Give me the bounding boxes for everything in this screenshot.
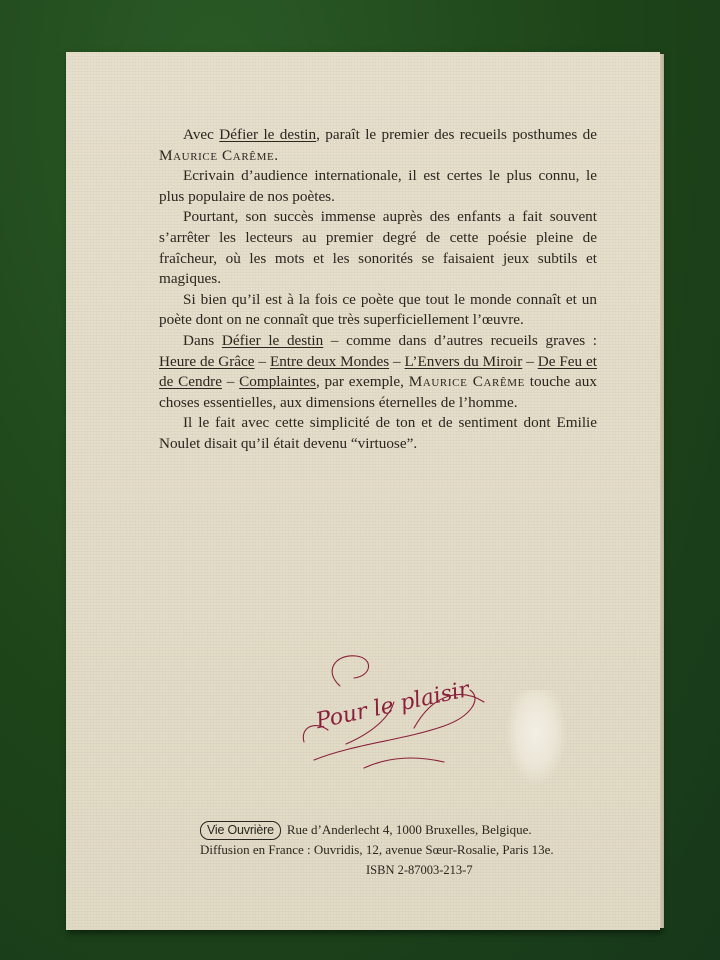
book-title-ref: Entre deux Mondes xyxy=(269,352,390,370)
text-run: – xyxy=(254,352,270,370)
text-run: Il le fait avec cette simplicité de ton et de sentiment dont Emilie Noulet disait qu’il était devenu “virtuose”. xyxy=(159,414,597,452)
text-run: touche aux choses essentielles, aux dimensions éternelles de l’homme. xyxy=(159,373,597,411)
publisher-address: Rue d’Anderlecht 4, 1000 Bruxelles, Belgique. xyxy=(286,822,532,837)
text-run: Avec xyxy=(183,126,220,143)
isbn: ISBN 2-87003-213-7 xyxy=(366,863,473,877)
text-run: Ecrivain d’audience internationale, il est certes le plus connu, le plus populaire de nos poètes. xyxy=(159,167,597,205)
publisher-block xyxy=(200,820,600,877)
text-run: – comme dans d’autres recueils graves : xyxy=(323,331,597,349)
book-title-ref: Complaintes xyxy=(239,373,316,391)
text-run: – xyxy=(522,352,538,370)
publisher-badge: Vie Ouvrière xyxy=(200,821,281,840)
text-run: Si bien qu’il est à la fois ce poète que tout le monde connaît et un poète dont on ne connaît que très superficiellement l’œuvre. xyxy=(159,290,597,329)
text-run: , paraît le premier des recueils posthumes de xyxy=(316,126,598,143)
blurb-paragraph xyxy=(159,331,597,413)
book-title-ref: Heure de Grâce xyxy=(159,352,255,370)
blurb-paragraph xyxy=(159,290,597,331)
text-run: – xyxy=(389,352,405,370)
book-title-ref: De Feu et de Cendre xyxy=(159,352,598,391)
book-title-ref: Défier le destin xyxy=(219,126,317,143)
book-title-ref: Défier le destin xyxy=(221,331,324,349)
blurb-paragraph xyxy=(159,207,597,289)
author-name: Maurice Carême xyxy=(408,373,525,391)
book-title-ref: L’Envers du Miroir xyxy=(404,352,523,370)
text-run: Pourtant, son succès immense auprès des enfants a fait souvent s’arrêter les lecteurs au premier degré de cette poésie pleine de fraîcheur, où les mots et les sonorités se faisaient jeux subtils et magiques. xyxy=(159,208,597,288)
blurb-text xyxy=(159,125,597,455)
blurb-paragraph xyxy=(159,413,597,454)
blurb-paragraph xyxy=(159,125,597,166)
pour-le-plaisir-logo xyxy=(294,632,494,777)
text-run: , par exemple, xyxy=(315,373,409,391)
logo-text: Pour le plaisir xyxy=(313,677,472,735)
cover-wear-mark xyxy=(506,690,566,785)
author-name: Maurice Carême xyxy=(159,146,275,164)
text-run: Dans xyxy=(183,331,222,349)
text-run: . xyxy=(274,146,279,164)
text-run: – xyxy=(221,373,240,391)
distribution-line: Diffusion en France : Ouvridis, 12, avenue Sœur-Rosalie, Paris 13e. xyxy=(200,842,554,857)
blurb-paragraph xyxy=(159,166,597,207)
book-back-cover xyxy=(66,52,660,930)
